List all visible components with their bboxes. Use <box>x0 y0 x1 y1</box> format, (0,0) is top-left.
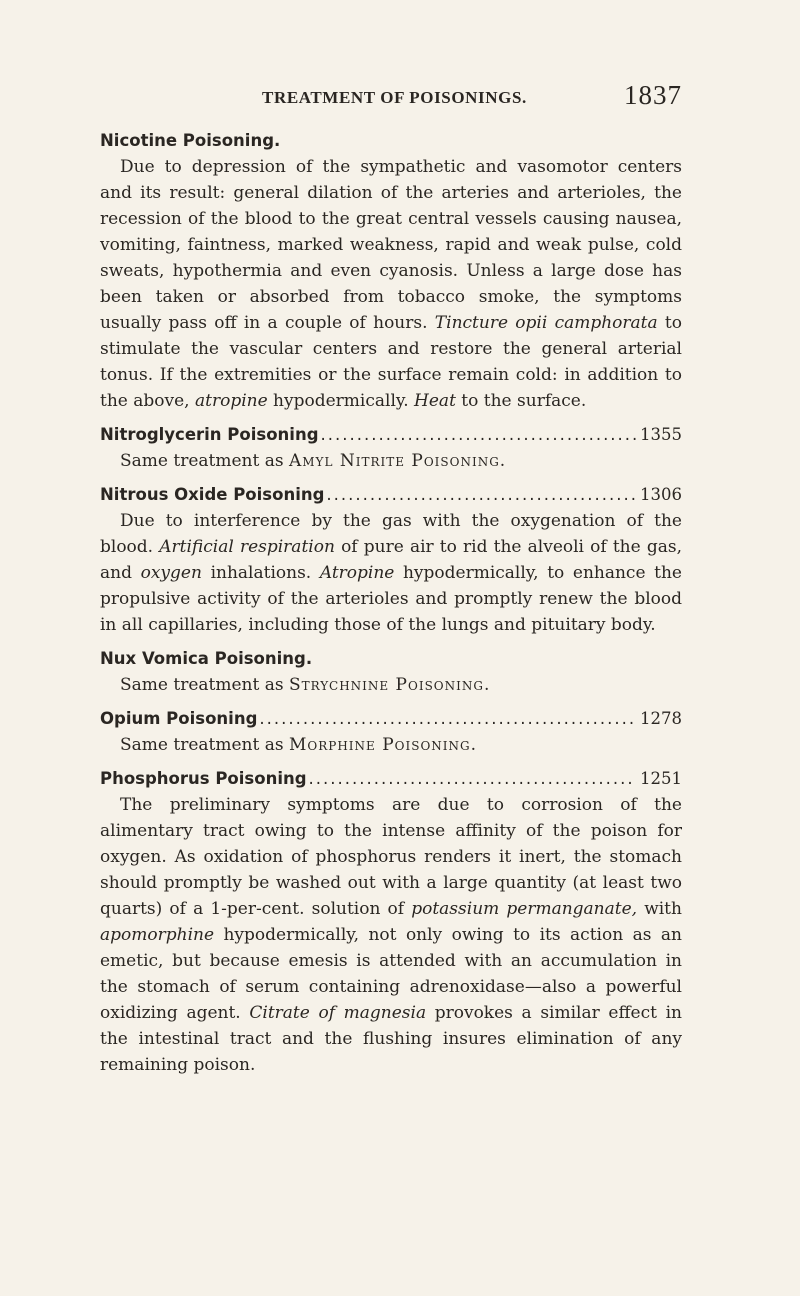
entry-heading <box>100 422 682 448</box>
page-number: 1837 <box>624 80 682 110</box>
entry-body: Due to depression of the sympathetic and vasomotor centers and its result: general dilation of the arteries and arterioles, the recession of the blood to the great central vessels causing nausea, vomiting, faintness, marked weakness, rapid and weak pulse, cold sweats, hypothermia and even cyanosis. Unless a large dose has been taken or absorbed from tobacco smoke, the symptoms usually pass off in a couple of hours. Tincture opii camphorata to stimulate the vascular centers and restore the general arterial tonus. If the extremities or the surface remain cold: in addition to the above, atropine hypodermically. Heat to the surface. <box>100 157 682 411</box>
cross-reference: Morphine Poisoning. <box>288 735 478 755</box>
entry-body: Same treatment as Morphine Poisoning. <box>120 735 478 755</box>
entry-heading <box>100 128 682 154</box>
entry-title: Nicotine Poisoning. <box>100 131 281 150</box>
entry-phosphorus <box>100 766 682 1078</box>
page-header <box>100 80 682 124</box>
entry-heading <box>100 766 682 792</box>
page-reference: 1251 <box>640 769 682 788</box>
entry-heading <box>100 706 682 732</box>
entry-heading <box>100 646 682 672</box>
dot-leader <box>326 482 636 508</box>
entry-title: Nitroglycerin Poisoning <box>100 425 319 444</box>
entry-title: Phosphorus Poisoning <box>100 769 307 788</box>
page-reference: 1355 <box>640 425 682 444</box>
entry-opium <box>100 706 682 758</box>
entry-nitroglycerin <box>100 422 682 474</box>
entry-nicotine <box>100 128 682 414</box>
dot-leader <box>309 766 636 792</box>
entry-body: Due to interference by the gas with the oxygenation of the blood. Artificial respiration of pure air to rid the alveoli of the gas, and oxygen inhalations. Atropine hypodermically, to enhance the propulsive activity of the arterioles and promptly renew the blood in all capillaries, including those of the lungs and pituitary body. <box>100 511 683 635</box>
running-title: TREATMENT OF POISONINGS. <box>262 88 527 107</box>
entry-nitrous-oxide <box>100 482 682 638</box>
dot-leader <box>321 422 636 448</box>
entry-title: Nitrous Oxide Poisoning <box>100 485 325 504</box>
cross-reference: Strychnine Poisoning. <box>288 675 491 695</box>
cross-reference: Amyl Nitrite Poisoning. <box>288 451 507 471</box>
entry-body: Same treatment as Strychnine Poisoning. <box>120 675 491 695</box>
entry-title: Nux Vomica Poisoning. <box>100 649 313 668</box>
entry-body: The preliminary symptoms are due to corrosion of the alimentary tract owing to the intense affinity of the poison for oxygen. As oxidation of phosphorus renders it inert, the stomach should promptly be washed out with a large quantity (at least two quarts) of a 1-per-cent. solution of potassium permanganate, with apomorphine hypodermically, not only owing to its action as an emetic, but because emesis is attended with an accumulation in the stomach of serum containing adrenoxidase—also a powerful oxidizing agent. Citrate of magnesia provokes a similar effect in the intestinal tract and the flushing insures elimination of any remaining poison. <box>100 795 682 1075</box>
page-reference: 1278 <box>640 709 682 728</box>
entry-title: Opium Poisoning <box>100 709 258 728</box>
page-reference: 1306 <box>640 485 682 504</box>
entry-body: Same treatment as Amyl Nitrite Poisoning. <box>120 451 507 471</box>
dot-leader <box>259 706 636 732</box>
page-content <box>100 128 682 1086</box>
entry-heading <box>100 482 682 508</box>
entry-nux-vomica <box>100 646 682 698</box>
